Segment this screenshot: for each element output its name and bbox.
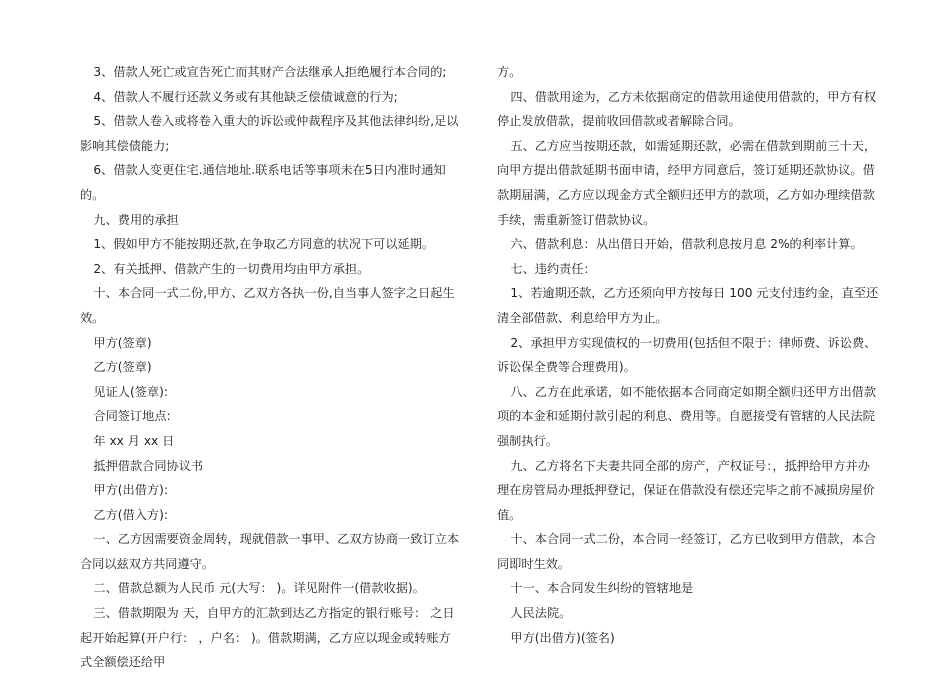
paragraph: 2、承担甲方实现债权的一切费用(包括但不限于：律师费、诉讼费、诉讼保全费等合理费用)。 [497, 335, 877, 375]
paragraph: 3、借款人死亡或宣告死亡而其财产合法继承人拒绝履行本合同的; [93, 65, 447, 79]
paragraph: 十一、本合同发生纠纷的管辖地是 [510, 581, 694, 596]
paragraph: 一、乙方因需要资金周转，现就借款一事甲、乙双方协商一致订立本合同以兹双方共同遵守。 [80, 532, 460, 571]
paragraph: 三、借款期限为 天，自甲方的汇款到达乙方指定的银行账号： 之日起开始起算(开户行： ，户名： )。借款期满，乙方应以现金或转账方式全额偿还给甲 [80, 606, 455, 670]
paragraph: 年 xx 月 xx 日 [93, 433, 175, 448]
paragraph: 二、借款总额为人民币 元(大写： )。详见附件一(借款收据)。 [93, 581, 425, 596]
paragraph: 1、若逾期还款，乙方还须向甲方按每日 100 元支付违约金，直至还清全部借款、利息给甲方为止。 [497, 286, 879, 325]
paragraph: 方。 [497, 65, 522, 79]
paragraph: 四、借款用途为，乙方未依据商定的借款用途使用借款的，甲方有权停止发放借款，提前收回借款或者解除合同。 [497, 89, 877, 129]
paragraph: 乙方(签章) [93, 360, 152, 375]
paragraph: 甲方(出借方)(签名) [510, 630, 615, 645]
right-column [497, 60, 882, 650]
paragraph: 2、有关抵押、借款产生的一切费用均由甲方承担。 [93, 261, 370, 276]
paragraph: 见证人(签章): [93, 384, 168, 399]
paragraph: 九、费用的承担 [93, 212, 179, 227]
paragraph: 甲方(出借方): [93, 483, 168, 498]
paragraph: 五、乙方应当按期还款，如需延期还款，必需在借款到期前三十天，向甲方提出借款延期书面申请，经甲方同意后，签订延期还款协议。借款期届满，乙方应以现金方式全额归还甲方的款项，乙方如办理续借款手续，需重新签订借款协议。 [497, 138, 877, 227]
paragraph: 1、假如甲方不能按期还款,在争取乙方同意的状况下可以延期。 [93, 237, 435, 252]
left-column [80, 60, 460, 675]
paragraph: 十、本合同一式二份,甲方、乙双方各执一份,自当事人签字之日起生效。 [80, 286, 455, 325]
paragraph: 人民法院。 [510, 606, 572, 621]
paragraph: 十、本合同一式二份，本合同一经签订，乙方已收到甲方借款，本合同即时生效。 [497, 532, 877, 571]
paragraph: 七、违约责任： [510, 261, 596, 276]
paragraph: 4、借款人不履行还款义务或有其他缺乏偿债诚意的行为; [93, 89, 398, 104]
paragraph: 八、乙方在此承诺，如不能依据本合同商定如期全额归还甲方出借款项的本金和延期付款引起的利息、费用等。自愿接受有管辖的人民法院强制执行。 [497, 384, 877, 448]
paragraph: 乙方(借入方): [93, 507, 168, 522]
paragraph: 抵押借款合同协议书 [93, 458, 204, 473]
paragraph: 5、借款人卷入或将卷入重大的诉讼或仲裁程序及其他法律纠纷,足以影响其偿债能力; [80, 114, 459, 153]
paragraph: 六、借款利息：从出借日开始，借款利息按月息 2%的利率计算。 [510, 237, 863, 252]
paragraph: 6、借款人变更住宅.通信地址.联系电话等事项未在5日内准时通知的。 [80, 163, 446, 202]
paragraph: 合同签订地点: [93, 409, 171, 424]
paragraph: 甲方(签章) [93, 335, 152, 350]
paragraph: 九、乙方将名下夫妻共同全部的房产，产权证号：，抵押给甲方并办理在房管局办理抵押登记，保证在借款没有偿还完毕之前不减损房屋价值。 [497, 458, 875, 522]
